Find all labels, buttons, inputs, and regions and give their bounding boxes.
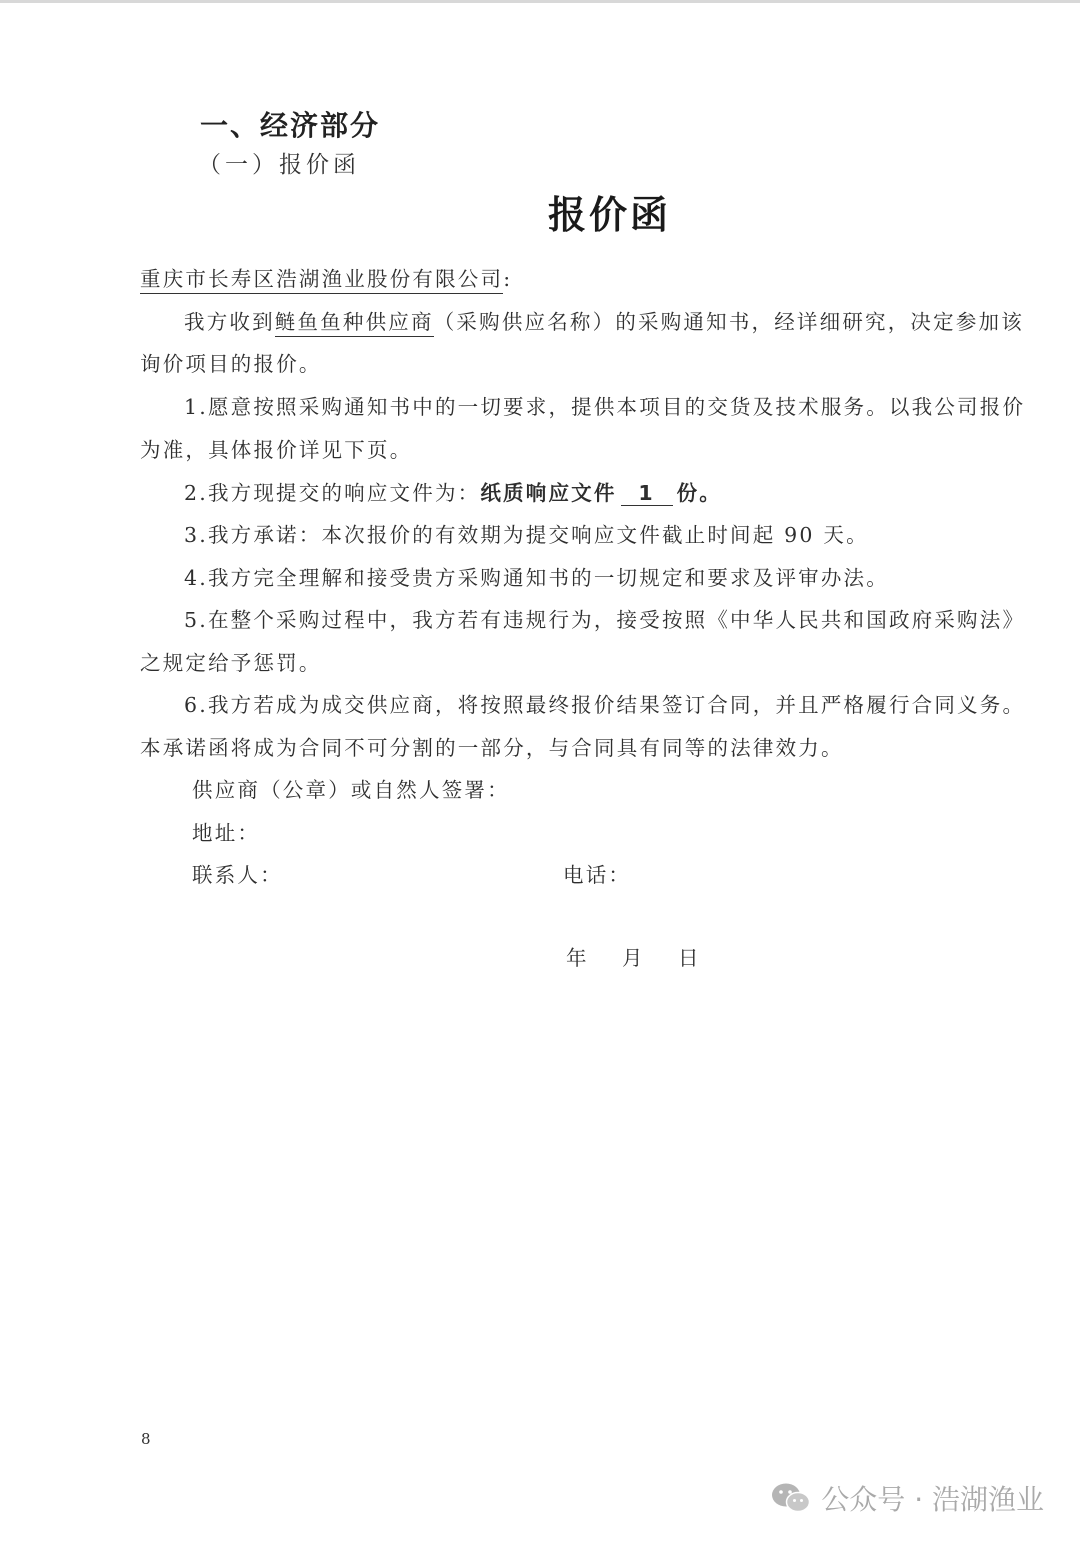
date-line [566, 941, 734, 971]
intro-prefix: 我方收到 [184, 310, 275, 334]
item-6-line-1: 6.我方若成为成交供应商，将按照最终报价结果签订合同，并且严格履行合同义务。 [184, 693, 1026, 717]
phone-label: 电话： [563, 863, 632, 887]
intro-paren: （采购供应名称） [433, 310, 616, 334]
date-year: 年 [566, 946, 589, 970]
contact-label: 联系人： [192, 863, 283, 887]
subsection-title: （一）报价函 [198, 152, 360, 178]
intro-suffix: 的采购通知书，经详细研究，决定参加该 [615, 310, 1024, 334]
item-2-copies: 1 [621, 481, 673, 506]
item-2-prefix: 2.我方现提交的响应文件为： [184, 481, 481, 505]
addressee: 重庆市长寿区浩湖渔业股份有限公司 [140, 267, 503, 294]
item-4: 4.我方完全理解和接受贵方采购通知书的一切规定和要求及评审办法。 [184, 566, 889, 590]
project-name: 鲢鱼鱼种供应商 [275, 310, 434, 337]
address-label: 地址： [192, 821, 261, 845]
scan-top-edge [0, 0, 1080, 3]
item-3: 3.我方承诺：本次报价的有效期为提交响应文件截止时间起 90 天。 [184, 523, 869, 547]
item-6-line-2: 本承诺函将成为合同不可分割的一部分，与合同具有同等的法律效力。 [140, 736, 844, 760]
watermark-text: 公众号 · 浩湖渔业 [821, 1483, 1044, 1516]
intro-line-2: 询价项目的报价。 [140, 352, 322, 376]
intro-line-1 [184, 305, 1024, 335]
date-day: 日 [678, 946, 701, 970]
item-2-unit: 份。 [676, 481, 722, 505]
item-5-line-2: 之规定给予惩罚。 [140, 651, 322, 675]
item-1-line-2: 为准，具体报价详见下页。 [140, 438, 413, 462]
watermark [771, 1478, 1044, 1518]
addressee-line [140, 262, 512, 292]
item-2-doc: 纸质响应文件 [480, 481, 617, 505]
letter-title: 报价函 [548, 193, 672, 237]
item-5-line-1: 5.在整个采购过程中，我方若有违规行为，接受按照《中华人民共和国政府采购法》 [184, 608, 1026, 632]
item-2 [184, 476, 722, 506]
supplier-signature-label: 供应商（公章）或自然人签署： [192, 778, 510, 802]
section-title: 一、经济部分 [200, 109, 381, 142]
wechat-icon [771, 1481, 811, 1515]
date-month: 月 [622, 946, 645, 970]
addressee-suffix: : [503, 267, 513, 291]
page-number: 8 [141, 1430, 151, 1448]
item-1-line-1: 1.愿意按照采购通知书中的一切要求，提供本项目的交货及技术服务。以我公司报价 [184, 395, 1026, 419]
